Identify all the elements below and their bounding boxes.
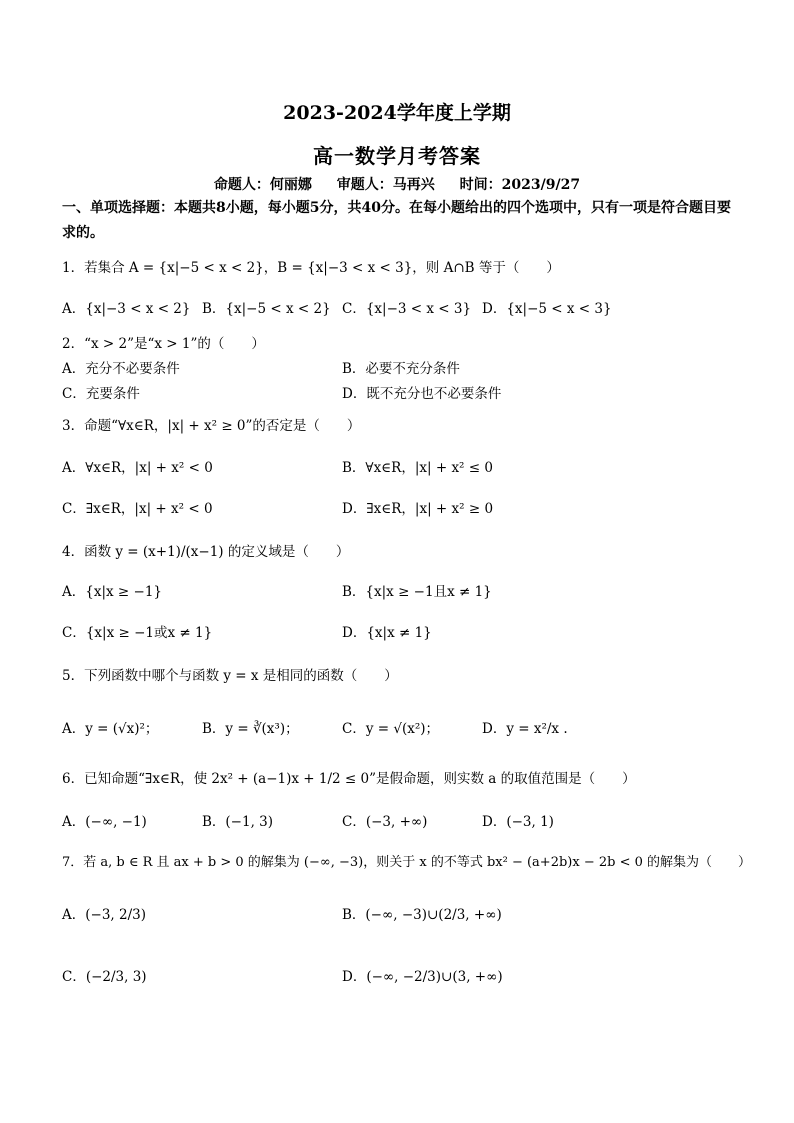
q5-option-b: B．y = ∛(x³)； — [202, 721, 299, 737]
question-5: 5．下列函数中哪个与函数 y = x 是相同的函数（ ） — [62, 668, 398, 684]
q5-option-d: D．y = x²/x . — [482, 721, 568, 737]
q1-option-d: D．{x|−5 < x < 3} — [482, 301, 612, 317]
question-6: 6．已知命题“∃x∈R，使 2x² + (a−1)x + 1/2 ≤ 0”是假命题，则实数 a 的取值范围是（ ） — [62, 771, 636, 787]
q2-option-b: B．必要不充分条件 — [342, 361, 460, 377]
question-1: 1．若集合 A = {x|−5 < x < 2}，B = {x|−3 < x < 3}，则 A∩B 等于（ ） — [62, 260, 560, 276]
q6-option-b: B．(−1, 3) — [202, 814, 274, 830]
q3-option-c: C．∃x∈R，|x| + x² < 0 — [62, 501, 213, 517]
q4-option-a: A．{x|x ≥ −1} — [62, 584, 162, 600]
reviewer: 审题人：马再兴 — [336, 177, 435, 193]
q5-option-a: A．y = (√x)²； — [62, 721, 159, 737]
q4-option-b: B．{x|x ≥ −1且x ≠ 1} — [342, 584, 492, 600]
q4-option-c: C．{x|x ≥ −1或x ≠ 1} — [62, 625, 213, 641]
q6-option-d: D．(−3, 1) — [482, 814, 554, 830]
q3-option-b: B．∀x∈R，|x| + x² ≤ 0 — [342, 460, 493, 476]
question-2: 2．“x > 2”是“x > 1”的（ ） — [62, 336, 265, 352]
q2-option-a: A．充分不必要条件 — [62, 361, 180, 377]
q2-option-c: C．充要条件 — [62, 386, 140, 402]
q7-option-d: D．(−∞, −2/3)∪(3, +∞) — [342, 969, 503, 985]
q5-option-c: C．y = √(x²)； — [342, 721, 440, 737]
q1-option-a: A．{x|−3 < x < 2} — [62, 301, 191, 317]
question-7: 7．若 a, b ∈ R 且 ax + b > 0 的解集为 (−∞, −3)，则关于 x 的不等式 bx² − (a+2b)x − 2b < 0 的解集为（ ） — [62, 855, 752, 870]
q1-option-c: C．{x|−3 < x < 3} — [342, 301, 472, 317]
q7-option-b: B．(−∞, −3)∪(2/3, +∞) — [342, 907, 502, 923]
setter: 命题人：何丽娜 — [213, 177, 312, 193]
q1-option-b: B．{x|−5 < x < 2} — [202, 301, 331, 317]
title-exam: 高一数学月考答案 — [313, 144, 481, 168]
title-year: 2023-2024学年度上学期 — [283, 102, 511, 124]
q3-option-a: A．∀x∈R，|x| + x² < 0 — [62, 460, 213, 476]
q4-option-d: D．{x|x ≠ 1} — [342, 625, 432, 641]
q3-option-d: D．∃x∈R，|x| + x² ≥ 0 — [342, 501, 494, 517]
q6-option-a: A．(−∞, −1) — [62, 814, 147, 830]
exam-time: 时间：2023/9/27 — [459, 177, 581, 193]
q7-option-a: A．(−3, 2/3) — [62, 907, 146, 923]
q7-option-c: C．(−2/3, 3) — [62, 969, 147, 985]
question-4: 4．函数 y = (x+1)/(x−1) 的定义域是（ ） — [62, 544, 350, 560]
author-line — [0, 174, 794, 194]
question-3: 3．命题“∀x∈R，|x| + x² ≥ 0”的否定是（ ） — [62, 418, 361, 434]
section-heading: 一、单项选择题：本题共8小题，每小题5分，共40分。在每小题给出的四个选项中，只有一项是符合题目要求的。 — [62, 200, 731, 241]
q2-option-d: D．既不充分也不必要条件 — [342, 386, 502, 402]
q6-option-c: C．(−3, +∞) — [342, 814, 428, 830]
